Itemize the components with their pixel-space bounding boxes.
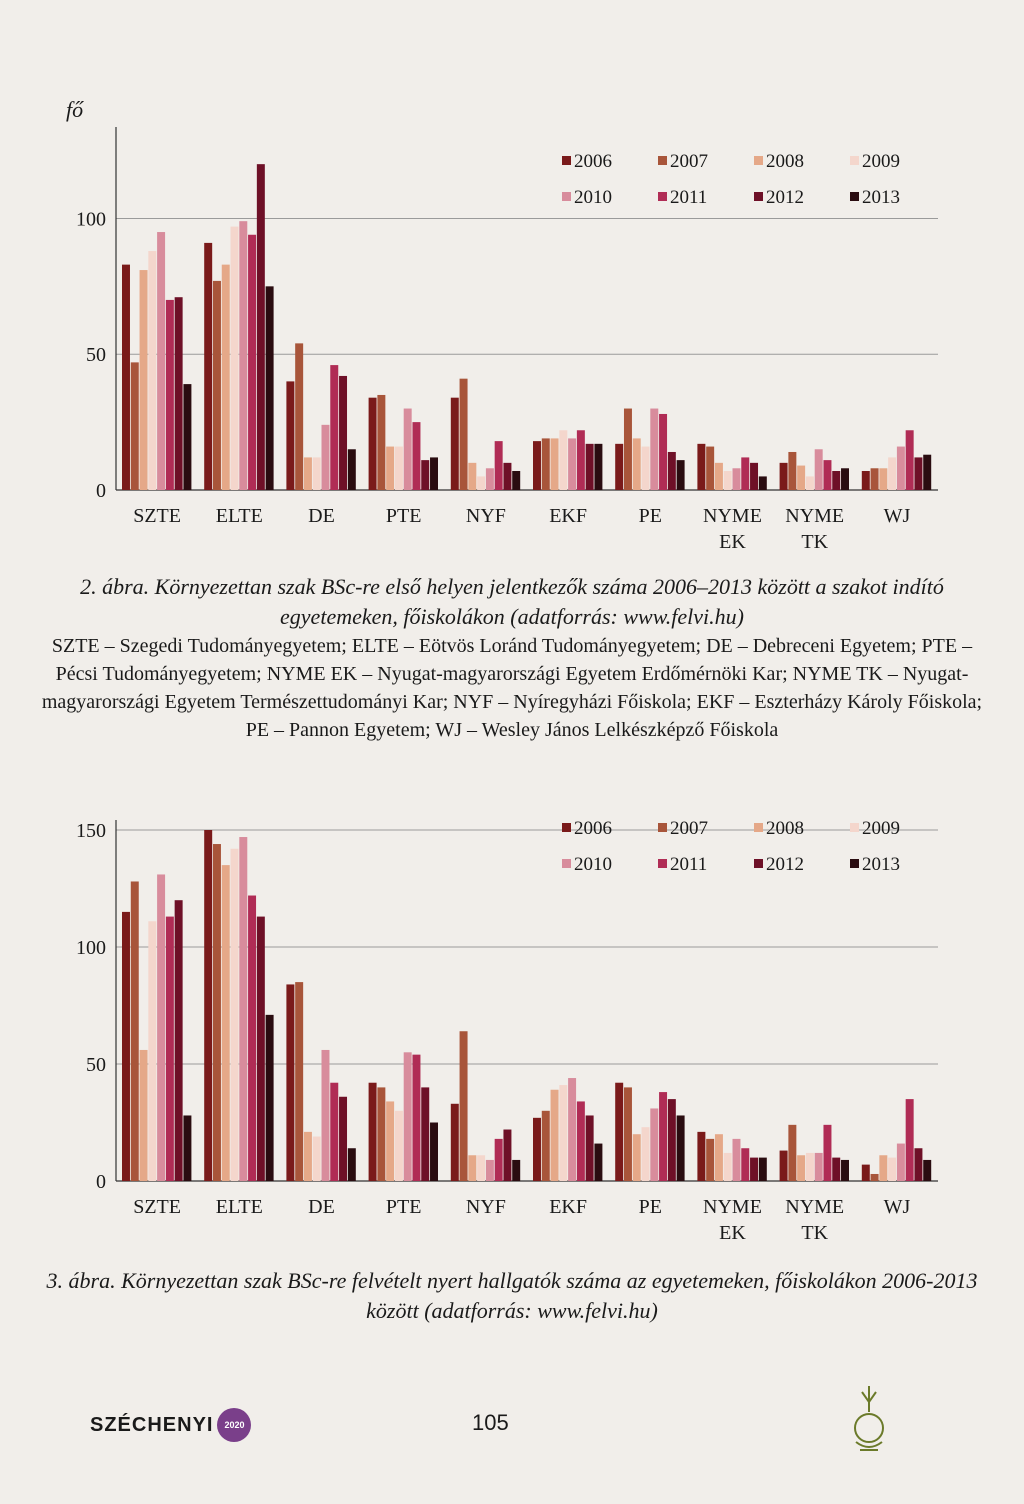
bar-2013-DE: [348, 1148, 356, 1181]
bar-2010-ELTE: [239, 221, 247, 490]
legend-swatch: [850, 156, 859, 165]
bar-2006-EKF: [533, 441, 541, 490]
figure-2-abbreviations: SZTE – Szegedi Tudományegyetem; ELTE – Eötvös Loránd Tudományegyetem; DE – Debreceni Egyetem; PTE – Pécsi Tudományegyetem; NYME EK – Nyugat-magyarországi Egyetem Erdőmérnöki Kar; NYME TK – Nyugat-magyarországi Egyetem Természettudományi Kar; NYF – Nyíregyházi Főiskola; EKF – Eszterházy Károly Főiskola; PE – Pannon Egyetem; WJ – Wesley János Lelkészképző Főiskola: [41, 635, 983, 741]
y-tick-label: 100: [76, 937, 106, 959]
bar-2012-PTE: [421, 1087, 429, 1181]
bar-2006-ELTE: [204, 830, 212, 1181]
bar-2008-ELTE: [222, 865, 230, 1181]
legend-label: 2006: [574, 818, 612, 839]
bar-2010-SZTE: [157, 874, 165, 1181]
szechenyi-logo: [90, 1408, 251, 1442]
y-tick-label: 50: [86, 344, 106, 367]
x-tick-label: NYF: [465, 505, 506, 527]
bar-2009-SZTE: [148, 921, 156, 1181]
bar-2011-PTE: [412, 1055, 420, 1181]
bar-2006-DE: [286, 381, 294, 490]
bar-2006-PE: [615, 1083, 623, 1181]
chart-2-svg: [0, 790, 1024, 1260]
bar-2010-DE: [322, 1050, 330, 1181]
bar-2012-SZTE: [175, 297, 183, 490]
bar-2009-NYF: [477, 1155, 485, 1181]
bar-2007-NYF: [460, 1031, 468, 1181]
bar-2008-SZTE: [140, 1050, 148, 1181]
bar-2010-SZTE: [157, 232, 165, 490]
bar-2009-PE: [642, 447, 650, 490]
x-tick-label: WJ: [883, 1196, 911, 1218]
bar-2010-PE: [650, 1108, 658, 1181]
bar-2010-PTE: [404, 1052, 412, 1181]
chart-felvettek: [0, 790, 1024, 1265]
legend-label: 2008: [766, 818, 804, 839]
bar-2008-PE: [633, 438, 641, 490]
bar-2010-NYF: [486, 1160, 494, 1181]
bar-2010-EKF: [568, 1078, 576, 1181]
bar-2008-SZTE: [140, 270, 148, 490]
bar-2006-PTE: [369, 398, 377, 490]
bar-2008-PTE: [386, 447, 394, 490]
bar-2008-DE: [304, 457, 312, 490]
legend-swatch: [754, 859, 763, 868]
x-tick-label: SZTE: [133, 1196, 181, 1218]
bar-2012-ELTE: [257, 917, 265, 1181]
bar-2007-NYF: [460, 379, 468, 490]
bar-2012-NYME-TK: [832, 1158, 840, 1181]
figure-3-caption: 3. ábra. Környezettan szak BSc-re felvételt nyert hallgatók száma az egyetemeken, főiskolákon 2006-2013 között (adatforrás: www.felvi.hu): [46, 1268, 978, 1323]
legend-swatch: [754, 192, 763, 201]
x-tick-label: NYF: [465, 1196, 506, 1218]
bar-2013-PTE: [430, 457, 438, 490]
x-tick-label: NYME: [703, 505, 762, 527]
bar-2007-SZTE: [131, 362, 139, 490]
bar-2006-WJ: [862, 1165, 870, 1181]
bar-2006-PTE: [369, 1083, 377, 1181]
bar-2009-EKF: [559, 430, 567, 490]
legend-swatch: [754, 823, 763, 832]
bar-2011-NYME-TK: [823, 460, 831, 490]
bar-2009-NYF: [477, 476, 485, 490]
x-tick-label: PE: [638, 505, 662, 527]
bar-2012-NYF: [503, 463, 511, 490]
bar-2013-PE: [677, 1115, 685, 1181]
bar-2007-NYME-EK: [706, 1139, 714, 1181]
bar-2012-WJ: [914, 1148, 922, 1181]
legend-swatch: [658, 156, 667, 165]
bar-2011-NYF: [495, 1139, 503, 1181]
bar-2007-ELTE: [213, 281, 221, 490]
bar-2009-ELTE: [231, 849, 239, 1181]
legend-label: 2007: [670, 151, 708, 172]
x-tick-label: ELTE: [215, 505, 263, 527]
x-tick-label: NYME: [703, 1196, 762, 1218]
bar-2008-NYF: [468, 463, 476, 490]
legend-swatch: [658, 823, 667, 832]
x-tick-label: EKF: [549, 505, 587, 527]
bar-2012-DE: [339, 376, 347, 490]
bar-2012-EKF: [586, 1115, 594, 1181]
bar-2010-PTE: [404, 409, 412, 490]
x-tick-label: EK: [719, 1222, 746, 1244]
legend-swatch: [850, 192, 859, 201]
legend-swatch: [562, 859, 571, 868]
bar-2010-NYME-TK: [815, 449, 823, 490]
bar-2013-NYF: [512, 471, 520, 490]
bar-2013-ELTE: [266, 1015, 274, 1181]
bar-2006-NYME-TK: [780, 463, 788, 490]
legend-label: 2012: [766, 187, 804, 208]
bar-2007-EKF: [542, 438, 550, 490]
legend-label: 2008: [766, 151, 804, 172]
bar-2012-NYME-EK: [750, 463, 758, 490]
x-tick-label: TK: [801, 531, 829, 553]
bar-2009-EKF: [559, 1085, 567, 1181]
chart-1-svg: [0, 0, 1024, 560]
bar-2013-SZTE: [183, 384, 191, 490]
bar-2006-WJ: [862, 471, 870, 490]
bar-2010-ELTE: [239, 837, 247, 1181]
bar-2009-WJ: [888, 457, 896, 490]
bar-2007-PE: [624, 409, 632, 490]
bar-2011-DE: [330, 1083, 338, 1181]
bar-2013-WJ: [923, 455, 931, 490]
legend-label: 2011: [670, 854, 708, 875]
bar-2013-EKF: [594, 444, 602, 490]
bar-2012-PE: [668, 1099, 676, 1181]
bar-2013-NYME-TK: [841, 468, 849, 490]
bar-2011-SZTE: [166, 300, 174, 490]
legend-label: 2013: [862, 854, 900, 875]
bar-2008-WJ: [879, 468, 887, 490]
bar-2008-NYME-TK: [797, 1155, 805, 1181]
legend-swatch: [658, 192, 667, 201]
bar-2008-DE: [304, 1132, 312, 1181]
bar-2011-NYME-TK: [823, 1125, 831, 1181]
legend-label: 2009: [862, 151, 900, 172]
bar-2011-PE: [659, 1092, 667, 1181]
x-tick-label: NYME: [785, 1196, 845, 1218]
bar-2007-NYME-TK: [788, 452, 796, 490]
bar-2013-SZTE: [183, 1115, 191, 1181]
x-tick-label: ELTE: [215, 1196, 263, 1218]
bar-2007-NYME-TK: [788, 1125, 796, 1181]
bar-2009-NYME-TK: [806, 476, 814, 490]
legend-label: 2013: [862, 187, 900, 208]
legend-label: 2009: [862, 818, 900, 839]
bar-2010-NYME-EK: [733, 1139, 741, 1181]
bar-2011-NYF: [495, 441, 503, 490]
bar-2007-PE: [624, 1087, 632, 1181]
figure-2-caption: 2. ábra. Környezettan szak BSc-re első helyen jelentkezők száma 2006–2013 között a szakot indító egyetemeken, főiskolákon (adatforrás: www.felvi.hu): [80, 574, 944, 629]
bar-2011-PTE: [412, 422, 420, 490]
bar-2007-DE: [295, 343, 303, 490]
bar-2008-WJ: [879, 1155, 887, 1181]
bar-2011-EKF: [577, 430, 585, 490]
legend-swatch: [850, 823, 859, 832]
legend-label: 2011: [670, 187, 708, 208]
bar-2008-NYME-TK: [797, 466, 805, 490]
bar-2006-NYF: [451, 1104, 459, 1181]
y-tick-label: 100: [76, 208, 106, 231]
bar-2009-NYME-EK: [724, 1153, 732, 1181]
bar-2011-ELTE: [248, 896, 256, 1181]
bar-2012-PTE: [421, 460, 429, 490]
bar-2013-NYME-EK: [759, 476, 767, 490]
bar-2008-NYF: [468, 1155, 476, 1181]
bar-2012-PE: [668, 452, 676, 490]
bar-2009-WJ: [888, 1158, 896, 1181]
bar-2012-WJ: [914, 457, 922, 490]
bar-2008-EKF: [551, 1090, 559, 1181]
bar-2006-SZTE: [122, 265, 130, 490]
bar-2012-ELTE: [257, 164, 265, 490]
x-tick-label: DE: [308, 1196, 335, 1218]
legend-label: 2010: [574, 854, 612, 875]
bar-2006-EKF: [533, 1118, 541, 1181]
bar-2007-PTE: [377, 1087, 385, 1181]
bar-2011-EKF: [577, 1101, 585, 1181]
y-tick-label: 50: [86, 1054, 106, 1076]
x-tick-label: DE: [308, 505, 335, 527]
bar-2013-PE: [677, 460, 685, 490]
bar-2013-NYME-EK: [759, 1158, 767, 1181]
bar-2007-PTE: [377, 395, 385, 490]
bar-2008-PTE: [386, 1101, 394, 1181]
y-tick-label: 0: [96, 480, 106, 502]
bar-2006-ELTE: [204, 243, 212, 490]
bar-2012-NYME-EK: [750, 1158, 758, 1181]
bar-2012-NYF: [503, 1130, 511, 1181]
bar-2010-PE: [650, 409, 658, 490]
zenit-logo-icon: [834, 1382, 904, 1467]
bar-2011-DE: [330, 365, 338, 490]
bar-2007-ELTE: [213, 844, 221, 1181]
bar-2011-NYME-EK: [741, 1148, 749, 1181]
bar-2012-DE: [339, 1097, 347, 1181]
x-tick-label: PTE: [385, 505, 422, 527]
bar-2013-PTE: [430, 1123, 438, 1182]
bar-2006-NYME-TK: [780, 1151, 788, 1181]
bar-2006-NYME-EK: [697, 1132, 705, 1181]
x-tick-label: SZTE: [133, 505, 181, 527]
legend-label: 2010: [574, 187, 612, 208]
bar-2007-SZTE: [131, 881, 139, 1181]
legend-swatch: [562, 156, 571, 165]
bar-2010-NYME-EK: [733, 468, 741, 490]
bar-2013-WJ: [923, 1160, 931, 1181]
legend-label: 2007: [670, 818, 708, 839]
bar-2010-NYME-TK: [815, 1153, 823, 1181]
x-tick-label: PTE: [385, 1196, 422, 1218]
bar-2006-NYF: [451, 398, 459, 490]
page-number: 105: [472, 1410, 509, 1435]
y-axis-label: fő: [66, 97, 84, 122]
bar-2007-WJ: [871, 1174, 879, 1181]
bar-2009-NYME-EK: [724, 471, 732, 490]
bar-2008-ELTE: [222, 265, 230, 490]
bar-2009-SZTE: [148, 251, 156, 490]
bar-2010-WJ: [897, 447, 905, 490]
bar-2013-DE: [348, 449, 356, 490]
bar-2007-DE: [295, 982, 303, 1181]
bar-2012-SZTE: [175, 900, 183, 1181]
legend-label: 2006: [574, 151, 612, 172]
bar-2013-NYF: [512, 1160, 520, 1181]
bar-2008-NYME-EK: [715, 1134, 723, 1181]
bar-2006-SZTE: [122, 912, 130, 1181]
bar-2009-NYME-TK: [806, 1153, 814, 1181]
bar-2008-EKF: [551, 438, 559, 490]
legend-swatch: [562, 823, 571, 832]
legend-swatch: [754, 156, 763, 165]
brand-badge: 2020: [217, 1408, 251, 1442]
x-tick-label: NYME: [785, 505, 845, 527]
bar-2012-EKF: [586, 444, 594, 490]
bar-2009-DE: [313, 457, 321, 490]
bar-2009-DE: [313, 1137, 321, 1181]
x-tick-label: TK: [801, 1222, 829, 1244]
bar-2013-NYME-TK: [841, 1160, 849, 1181]
bar-2008-PE: [633, 1134, 641, 1181]
x-tick-label: PE: [638, 1196, 662, 1218]
bar-2011-PE: [659, 414, 667, 490]
bar-2011-SZTE: [166, 917, 174, 1181]
legend-swatch: [562, 192, 571, 201]
brand-name: SZÉCHENYI: [90, 1413, 214, 1436]
bar-2007-EKF: [542, 1111, 550, 1181]
legend-swatch: [850, 859, 859, 868]
bar-2011-ELTE: [248, 235, 256, 490]
bar-2007-NYME-EK: [706, 447, 714, 490]
bar-2008-NYME-EK: [715, 463, 723, 490]
bar-2011-WJ: [906, 430, 914, 490]
bar-2006-DE: [286, 984, 294, 1181]
legend-label: 2012: [766, 854, 804, 875]
bar-2010-NYF: [486, 468, 494, 490]
bar-2006-NYME-EK: [697, 444, 705, 490]
bar-2009-PTE: [395, 447, 403, 490]
bar-2011-WJ: [906, 1099, 914, 1181]
x-tick-label: WJ: [883, 505, 911, 527]
chart-jelentkezok: [0, 0, 1024, 565]
bar-2007-WJ: [871, 468, 879, 490]
bar-2009-ELTE: [231, 227, 239, 490]
y-tick-label: 150: [76, 820, 106, 842]
y-tick-label: 0: [96, 1171, 106, 1193]
legend-swatch: [658, 859, 667, 868]
bar-2013-EKF: [594, 1144, 602, 1181]
bar-2010-WJ: [897, 1144, 905, 1181]
bar-2011-NYME-EK: [741, 457, 749, 490]
bar-2013-ELTE: [266, 286, 274, 490]
bar-2012-NYME-TK: [832, 471, 840, 490]
bar-2010-DE: [322, 425, 330, 490]
bar-2006-PE: [615, 444, 623, 490]
bar-2009-PTE: [395, 1111, 403, 1181]
bar-2010-EKF: [568, 438, 576, 490]
x-tick-label: EKF: [549, 1196, 587, 1218]
x-tick-label: EK: [719, 531, 746, 553]
bar-2009-PE: [642, 1127, 650, 1181]
